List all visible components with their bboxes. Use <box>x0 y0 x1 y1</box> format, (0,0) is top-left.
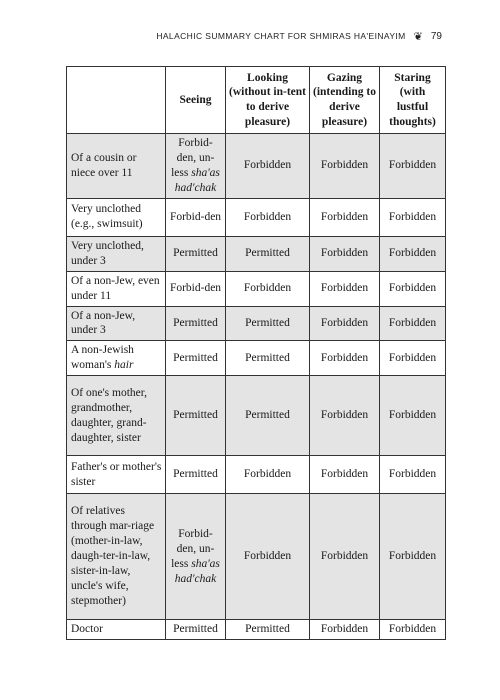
column-header-staring: Staring (with lustful thoughts) <box>380 67 446 134</box>
column-header-gazing: Gazing (intending to derive pleasure) <box>310 67 380 134</box>
cell-staring: Forbidden <box>380 198 446 236</box>
leaf-fleuron-icon: ❦ <box>413 29 423 43</box>
cell-gazing: Forbidden <box>310 456 380 494</box>
row-label: Very unclothed, under 3 <box>67 236 166 271</box>
column-header-seeing: Seeing <box>166 67 226 134</box>
header-row <box>67 67 446 134</box>
cell-gazing: Forbidden <box>310 271 380 306</box>
cell-staring: Forbidden <box>380 134 446 199</box>
cell-gazing: Forbidden <box>310 198 380 236</box>
cell-looking: Permitted <box>226 306 310 341</box>
cell-staring: Forbidden <box>380 376 446 456</box>
cell-seeing-text: Forbid-den, un-less <box>171 527 215 570</box>
table-row <box>67 134 446 199</box>
row-label: Doctor <box>67 620 166 640</box>
cell-staring: Forbidden <box>380 620 446 640</box>
cell-staring: Forbidden <box>380 236 446 271</box>
cell-looking: Forbidden <box>226 456 310 494</box>
cell-gazing: Forbidden <box>310 306 380 341</box>
table-row <box>67 341 446 376</box>
cell-looking: Forbidden <box>226 494 310 620</box>
cell-looking: Permitted <box>226 341 310 376</box>
table-row <box>67 198 446 236</box>
cell-gazing: Forbidden <box>310 134 380 199</box>
row-label: Father's or mother's sister <box>67 456 166 494</box>
cell-seeing <box>166 134 226 199</box>
cell-looking: Permitted <box>226 620 310 640</box>
cell-staring: Forbidden <box>380 306 446 341</box>
cell-gazing: Forbidden <box>310 620 380 640</box>
cell-gazing: Forbidden <box>310 376 380 456</box>
cell-staring: Forbidden <box>380 271 446 306</box>
cell-staring: Forbidden <box>380 494 446 620</box>
cell-seeing: Permitted <box>166 456 226 494</box>
column-header-looking: Looking (without in-tent to derive pleasure) <box>226 67 310 134</box>
cell-gazing: Forbidden <box>310 236 380 271</box>
cell-seeing: Permitted <box>166 620 226 640</box>
cell-looking: Forbidden <box>226 198 310 236</box>
table-row <box>67 494 446 620</box>
cell-looking: Forbidden <box>226 134 310 199</box>
page-number: 79 <box>430 30 442 42</box>
cell-gazing: Forbidden <box>310 341 380 376</box>
cell-staring: Forbidden <box>380 341 446 376</box>
cell-seeing: Permitted <box>166 306 226 341</box>
cell-seeing <box>166 494 226 620</box>
cell-seeing-text: Forbid-den, un-less <box>171 137 215 179</box>
row-label: Very unclothed (e.g., swimsuit) <box>67 198 166 236</box>
cell-seeing: Permitted <box>166 376 226 456</box>
cell-seeing: Forbid-den <box>166 198 226 236</box>
halachic-summary-table <box>66 66 446 640</box>
row-label-term: hair <box>114 359 134 372</box>
row-label: Of one's mother, grandmother, daughter, grand-daughter, sister <box>67 376 166 456</box>
row-label: Of relatives through mar-riage (mother-in-law, daugh-ter-in-law, sister-in-law, uncle's wife, stepmother) <box>67 494 166 620</box>
row-label: Of a non-Jew, under 3 <box>67 306 166 341</box>
table-row <box>67 306 446 341</box>
cell-staring: Forbidden <box>380 456 446 494</box>
table-row <box>67 376 446 456</box>
cell-seeing-term: sha'as had'chak <box>174 166 220 194</box>
cell-looking: Permitted <box>226 376 310 456</box>
table-row <box>67 271 446 306</box>
cell-seeing: Permitted <box>166 341 226 376</box>
cell-seeing: Permitted <box>166 236 226 271</box>
column-header-blank <box>67 67 166 134</box>
cell-seeing: Forbid-den <box>166 271 226 306</box>
row-label: Of a non-Jew, even under 11 <box>67 271 166 306</box>
table-row <box>67 620 446 640</box>
cell-looking: Forbidden <box>226 271 310 306</box>
running-head <box>0 27 442 45</box>
row-label: Of a cousin or niece over 11 <box>67 134 166 199</box>
running-head-title: HALACHIC SUMMARY CHART FOR SHMIRAS HA'EINAYIM <box>156 31 406 41</box>
row-label <box>67 341 166 376</box>
cell-seeing-term: sha'as had'chak <box>174 557 220 585</box>
cell-looking: Permitted <box>226 236 310 271</box>
table-row <box>67 236 446 271</box>
cell-gazing: Forbidden <box>310 494 380 620</box>
row-label-text: A non-Jewish woman's <box>71 344 134 372</box>
table-row <box>67 456 446 494</box>
